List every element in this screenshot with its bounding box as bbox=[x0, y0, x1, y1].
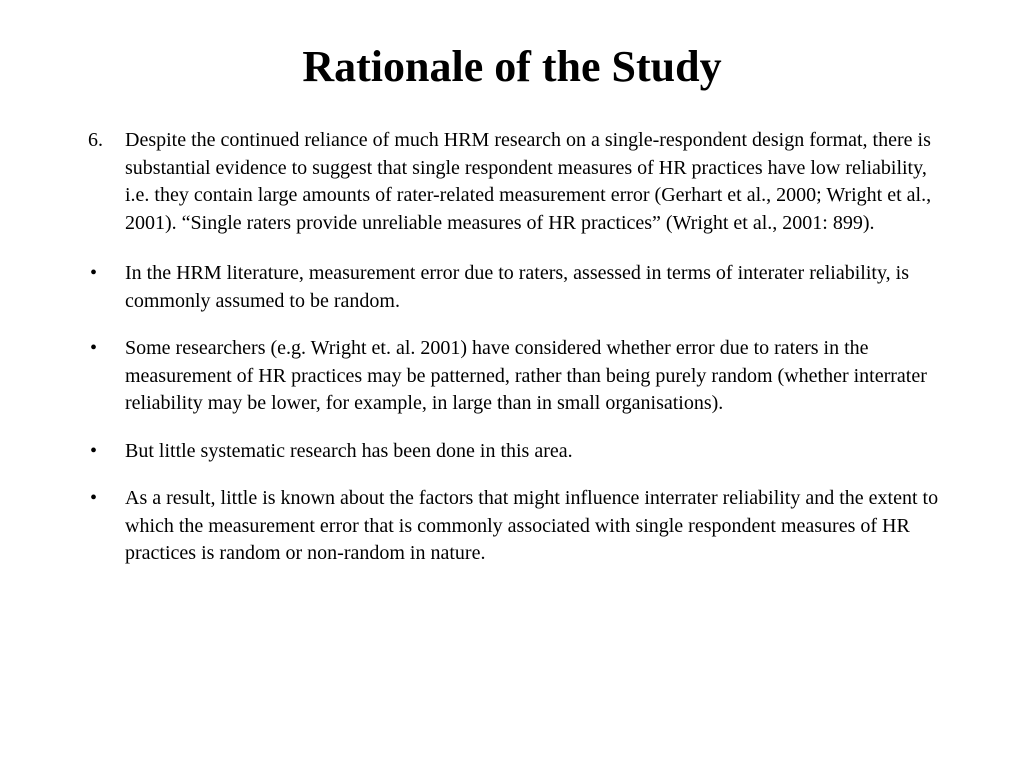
bullet-point-text: As a result, little is known about the factors that might influence interrater reliability and the extent to which the measurement error that is commonly associated with single respondent measures of HR practices is random or non-random in nature. bbox=[125, 487, 939, 564]
numbered-point-text: Despite the continued reliance of much HRM research on a single-respondent design format, there is substantial evidence to suggest that single respondent measures of HR practices have low reliability, i.e. they contain large amounts of rater-related measurement error (Gerhart et al., 2000; Wright et al., 2001). “Single raters provide unreliable measures of HR practices” (Wright et al., 2001: 899). bbox=[125, 129, 932, 234]
bullet-marker: • bbox=[90, 487, 98, 509]
bullet-point bbox=[88, 485, 948, 568]
slide-title: Rationale of the Study bbox=[302, 42, 722, 91]
bullet-point bbox=[88, 260, 948, 315]
bullet-point bbox=[88, 335, 948, 418]
bullet-marker: • bbox=[90, 262, 98, 284]
bullet-point-text: Some researchers (e.g. Wright et. al. 2001) have considered whether error due to raters in the measurement of HR practices may be patterned, rather than being purely random (whether interrater reliability may be lower, for example, in large than in small organisations). bbox=[125, 337, 927, 414]
bullet-marker: • bbox=[90, 337, 98, 359]
bullet-point-text: But little systematic research has been done in this area. bbox=[125, 439, 573, 462]
bullet-marker: • bbox=[90, 439, 98, 462]
bullet-point-text: In the HRM literature, measurement error due to raters, assessed in terms of interater reliability, is commonly assumed to be random. bbox=[125, 262, 909, 312]
numbered-point-6 bbox=[88, 127, 948, 237]
number-marker: 6. bbox=[88, 129, 103, 151]
bullet-point bbox=[88, 438, 948, 466]
slide-body bbox=[88, 127, 948, 588]
